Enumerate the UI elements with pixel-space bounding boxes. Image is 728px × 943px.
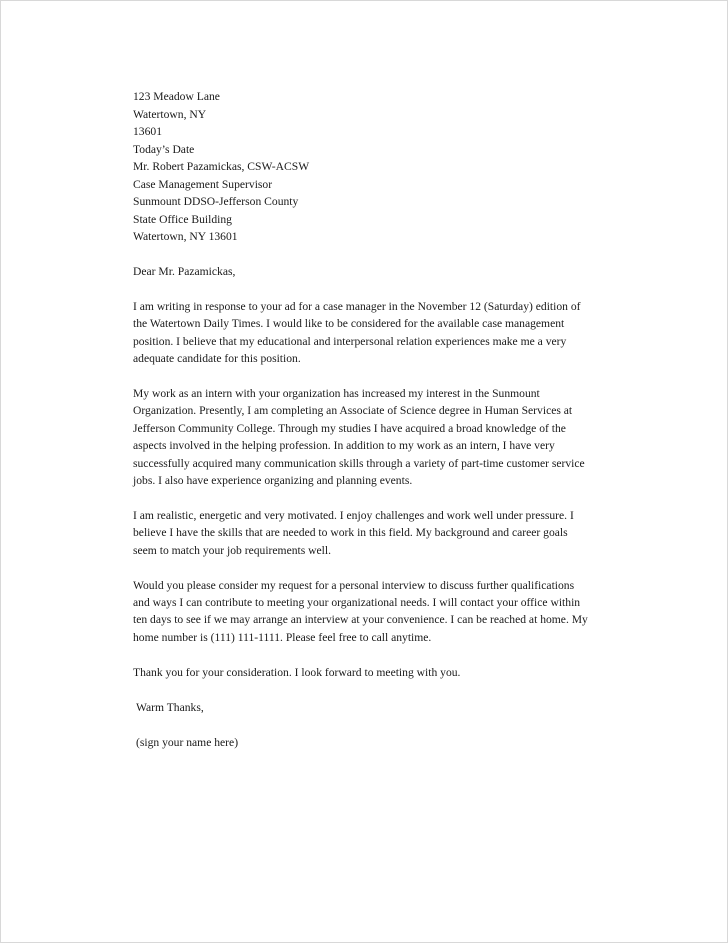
sender-street: 123 Meadow Lane — [133, 90, 220, 103]
paragraph-line: believe I have the skills that are needed to work in this field. My background and career goals — [133, 526, 568, 540]
body-paragraph-4 — [133, 577, 603, 647]
paragraph-line: position. I believe that my educational and interpersonal relation experiences make me a very — [133, 334, 567, 348]
paragraph-line: Would you please consider my request for a personal interview to discuss further qualifications — [133, 578, 575, 592]
sender-address-block — [133, 88, 603, 158]
paragraph-line: seem to match your job requirements well. — [133, 543, 332, 557]
body-paragraph-1 — [133, 298, 603, 368]
paragraph-line: Organization. Presently, I am completing an Associate of Science degree in Human Services at — [133, 404, 573, 418]
body-paragraph-2 — [133, 385, 603, 489]
recipient-city-state-zip: Watertown, NY 13601 — [133, 230, 238, 243]
paragraph-line: My work as an intern with your organization has increased my interest in the Sunmount — [133, 387, 540, 401]
paragraph-line: Thank you for your consideration. I look forward to meeting with you. — [133, 665, 461, 679]
signature-placeholder: (sign your name here) — [136, 735, 239, 749]
paragraph-line: jobs. I also have experience organizing and planning events. — [133, 474, 413, 488]
sender-zip: 13601 — [133, 125, 162, 138]
paragraph-line: ten days to see if we may arrange an interview at your convenience. I can be reached at home. My — [133, 613, 588, 627]
paragraph-line: the Watertown Daily Times. I would like to be considered for the available case management — [133, 317, 565, 331]
paragraph-line: home number is (111) 111-1111. Please feel free to call anytime. — [133, 630, 432, 644]
sender-city-state: Watertown, NY — [133, 107, 207, 121]
recipient-organization: Sunmount DDSO-Jefferson County — [133, 195, 299, 208]
recipient-address-block — [133, 158, 603, 246]
salutation: Dear Mr. Pazamickas, — [133, 265, 236, 278]
paragraph-line: aspects involved in the helping profession. In addition to my work as an intern, I have very — [133, 439, 555, 453]
closing: Warm Thanks, — [136, 700, 204, 714]
paragraph-line: and ways I can contribute to meeting your organizational needs. I will contact your office within — [133, 595, 581, 609]
recipient-building: State Office Building — [133, 212, 232, 226]
recipient-title: Case Management Supervisor — [133, 177, 273, 191]
paragraph-line: I am realistic, energetic and very motivated. I enjoy challenges and work well under pressure. I — [133, 508, 574, 522]
paragraph-line: adequate candidate for this position. — [133, 352, 301, 366]
paragraph-line: Jefferson Community College. Through my studies I have acquired a broad knowledge of the — [133, 421, 566, 435]
recipient-name: Mr. Robert Pazamickas, CSW-ACSW — [133, 160, 310, 173]
body-paragraph-5 — [133, 664, 603, 681]
body-paragraph-3 — [133, 507, 603, 559]
paragraph-line: successfully acquired many communication skills through a variety of part-time customer service — [133, 456, 585, 470]
letter-date: Today’s Date — [133, 142, 195, 156]
cover-letter — [133, 88, 603, 751]
paragraph-line: I am writing in response to your ad for a case manager in the November 12 (Saturday) edition of — [133, 300, 581, 313]
